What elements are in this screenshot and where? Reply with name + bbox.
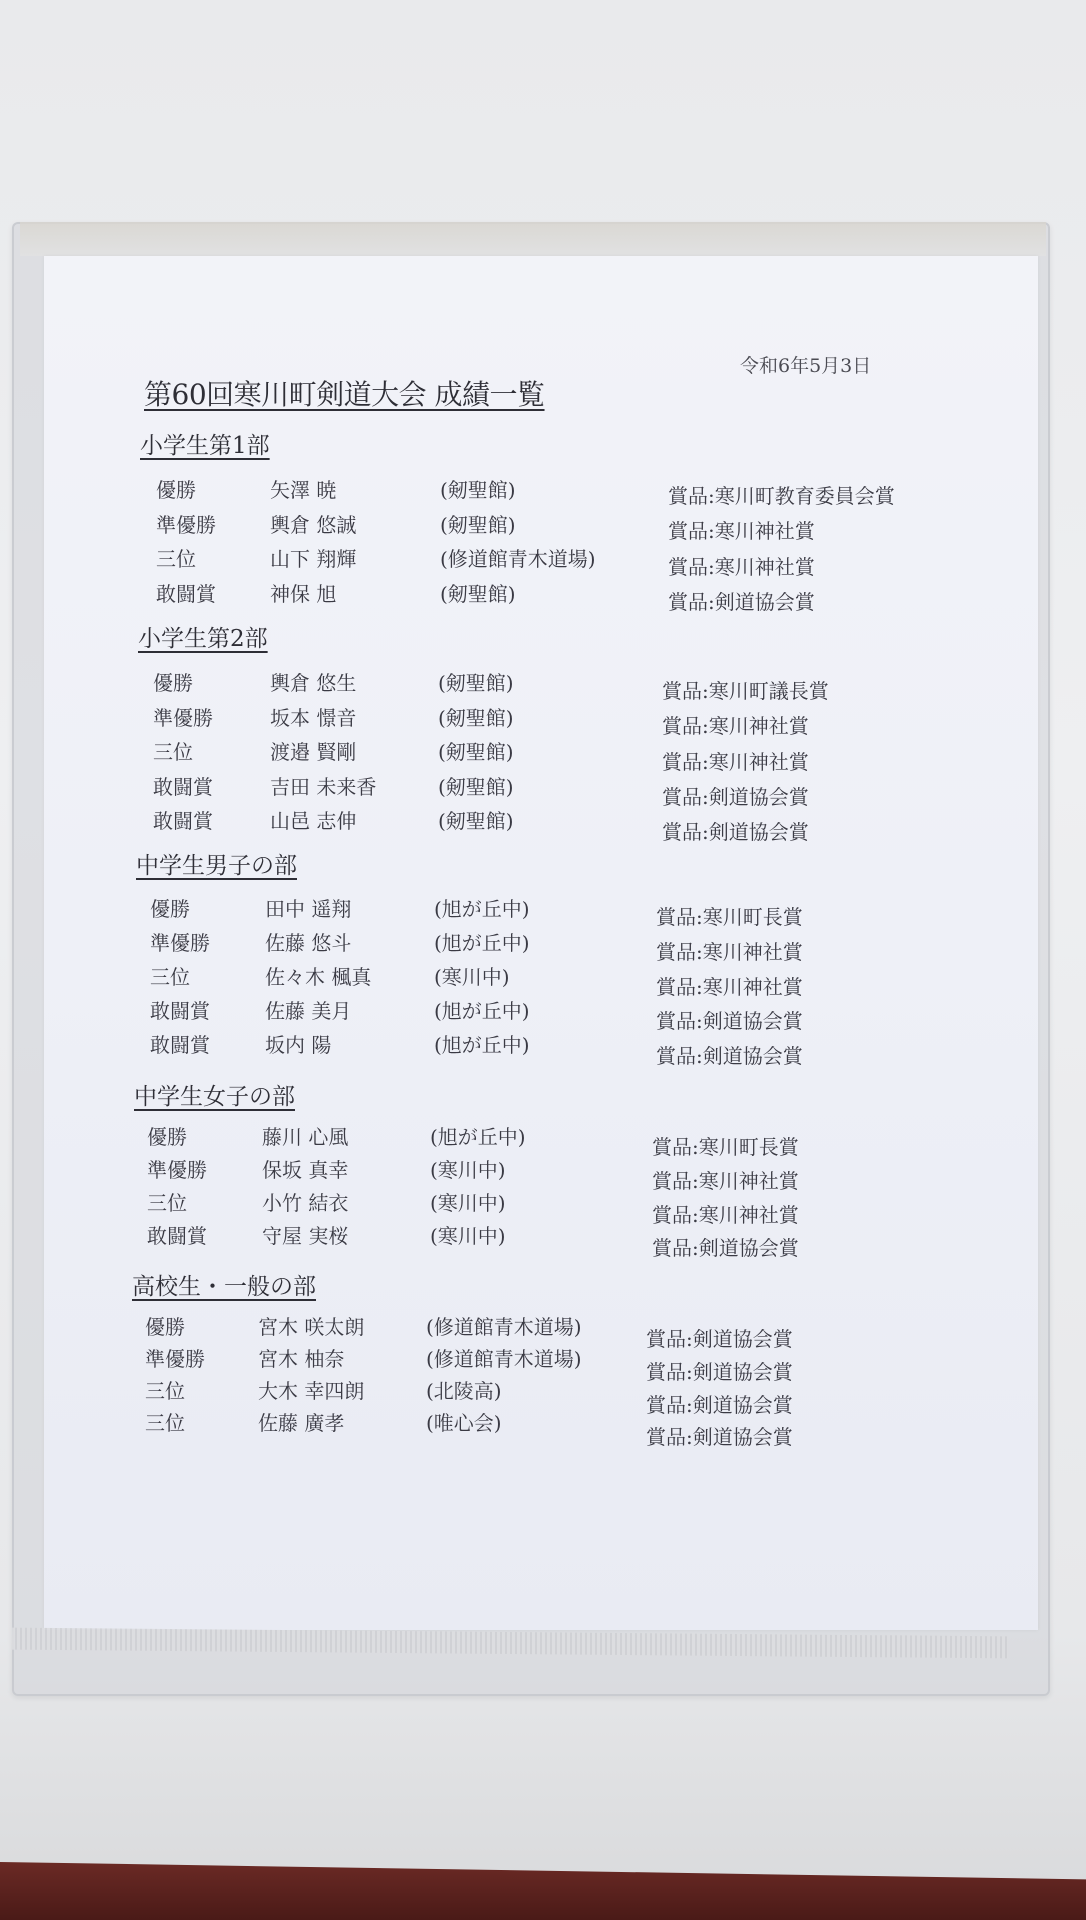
club-name: (寒川中) (430, 1158, 506, 1182)
prize-label: 賞品:剣道協会賞 (656, 1044, 803, 1069)
competitor-name: 輿倉 悠生 (270, 671, 357, 695)
prize-label: 賞品:剣道協会賞 (668, 589, 815, 614)
competitor-name: 神保 旭 (270, 581, 337, 606)
result-rank: 三位 (150, 965, 190, 989)
section-heading: 小学生第1部 (140, 433, 270, 459)
competitor-name: 坂内 陽 (265, 1033, 332, 1057)
club-name: (剱聖館) (438, 774, 514, 799)
result-rank: 準優勝 (150, 931, 210, 955)
competitor-name: 佐藤 廣孝 (258, 1411, 345, 1435)
club-name: (修道館青木道場) (440, 547, 596, 571)
competitor-name: 小竹 結衣 (262, 1191, 349, 1215)
club-name: (寒川中) (430, 1224, 506, 1248)
competitor-name: 坂本 憬音 (270, 705, 357, 730)
club-name: (旭が丘中) (430, 1125, 526, 1149)
competitor-name: 田中 遥翔 (265, 897, 352, 921)
club-name: (剱聖館) (438, 740, 514, 764)
result-rank: 優勝 (153, 671, 193, 695)
result-rank: 三位 (145, 1379, 185, 1403)
club-name: (剱聖館) (438, 671, 514, 695)
competitor-name: 山邑 志伸 (270, 809, 357, 833)
document-date: 令和6年5月3日 (740, 355, 872, 377)
competitor-name: 矢澤 暁 (270, 478, 337, 502)
result-rank: 三位 (147, 1191, 187, 1215)
club-name: (旭が丘中) (434, 1033, 530, 1057)
competitor-name: 大木 幸四朗 (258, 1379, 365, 1403)
result-rank: 三位 (145, 1411, 185, 1435)
club-name: (寒川中) (434, 965, 510, 989)
club-name: (剱聖館) (438, 705, 514, 730)
competitor-name: 佐々木 楓真 (265, 965, 372, 989)
competitor-name: 宮木 咲太朗 (258, 1315, 365, 1339)
result-rank: 準優勝 (153, 705, 213, 730)
competitor-name: 保坂 真幸 (262, 1158, 349, 1182)
club-name: (修道館青木道場) (426, 1315, 582, 1339)
prize-label: 賞品:剣道協会賞 (652, 1236, 799, 1261)
section-heading: 高校生・一般の部 (132, 1274, 316, 1300)
club-name: (剱聖館) (440, 478, 516, 502)
competitor-name: 藤川 心風 (262, 1125, 349, 1149)
club-name: (剱聖館) (438, 809, 514, 833)
result-rank: 準優勝 (147, 1158, 207, 1182)
club-name: (修道館青木道場) (426, 1347, 582, 1371)
competitor-name: 吉田 未来香 (270, 774, 377, 799)
prize-label: 賞品:寒川神社賞 (668, 554, 815, 579)
result-rank: 敢闘賞 (147, 1224, 207, 1248)
club-name: (唯心会) (426, 1411, 502, 1435)
club-name: (剱聖館) (440, 581, 516, 606)
competitor-name: 渡邉 賢剛 (270, 740, 357, 764)
result-rank: 優勝 (145, 1315, 185, 1339)
document-title: 第60回寒川町剣道大会 成績一覧 (144, 378, 545, 411)
competitor-name: 山下 翔輝 (270, 547, 357, 571)
section-heading: 中学生男子の部 (136, 853, 297, 879)
prize-label: 賞品:剣道協会賞 (646, 1359, 793, 1384)
competitor-name: 佐藤 悠斗 (265, 931, 352, 955)
prize-label: 賞品:剣道協会賞 (662, 784, 809, 809)
result-rank: 敢闘賞 (150, 1033, 210, 1057)
section-heading: 小学生第2部 (138, 626, 268, 652)
competitor-name: 輿倉 悠誠 (270, 512, 357, 537)
result-rank: 優勝 (156, 478, 196, 502)
prize-label: 賞品:寒川神社賞 (656, 974, 803, 999)
result-rank: 三位 (153, 740, 193, 764)
prize-label: 賞品:剣道協会賞 (662, 820, 809, 845)
prize-label: 賞品:寒川町長賞 (652, 1135, 799, 1159)
result-rank: 優勝 (150, 897, 190, 921)
prize-label: 賞品:寒川神社賞 (652, 1202, 799, 1227)
prize-label: 賞品:寒川神社賞 (662, 714, 809, 739)
prize-label: 賞品:寒川神社賞 (662, 749, 809, 774)
club-name: (剱聖館) (440, 512, 516, 537)
club-name: (旭が丘中) (434, 999, 530, 1023)
result-rank: 敢闘賞 (156, 581, 216, 606)
prize-label: 賞品:寒川町議長賞 (662, 679, 829, 703)
club-name: (北陵高) (426, 1379, 502, 1403)
prize-label: 賞品:寒川神社賞 (656, 939, 803, 964)
result-rank: 準優勝 (145, 1347, 205, 1371)
prize-label: 賞品:剣道協会賞 (646, 1327, 793, 1351)
club-name: (旭が丘中) (434, 931, 530, 955)
prize-label: 賞品:寒川町長賞 (656, 905, 803, 929)
prize-label: 賞品:剣道協会賞 (656, 1009, 803, 1034)
club-name: (寒川中) (430, 1191, 506, 1215)
result-rank: 準優勝 (156, 512, 216, 537)
club-name: (旭が丘中) (434, 897, 530, 921)
result-rank: 敢闘賞 (153, 809, 213, 833)
competitor-name: 守屋 実桜 (262, 1224, 349, 1248)
prize-label: 賞品:剣道協会賞 (646, 1425, 793, 1450)
prize-label: 賞品:剣道協会賞 (646, 1392, 793, 1417)
competitor-name: 佐藤 美月 (265, 999, 352, 1023)
competitor-name: 宮木 柚奈 (258, 1347, 345, 1371)
prize-label: 賞品:寒川神社賞 (668, 519, 815, 544)
result-rank: 優勝 (147, 1125, 187, 1149)
prize-label: 賞品:寒川神社賞 (652, 1168, 799, 1193)
prize-label: 賞品:寒川町教育委員会賞 (668, 484, 895, 508)
result-rank: 敢闘賞 (150, 999, 210, 1023)
result-rank: 敢闘賞 (153, 774, 213, 799)
sleeve-top-edge (20, 222, 1046, 256)
result-rank: 三位 (156, 547, 196, 571)
section-heading: 中学生女子の部 (134, 1084, 295, 1110)
